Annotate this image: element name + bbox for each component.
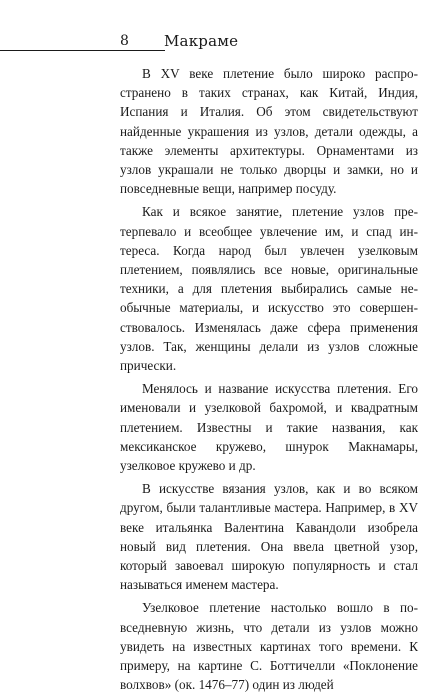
body-text — [120, 64, 418, 699]
paragraph: Как и всякое занятие, плетение узлов претерпевало и всеобщее увлечение им, и спад интереса. Когда народ был увлечен узелковым плетением, появлялись все новые, оригинальные техники, а для плетения выбирались самые необычные материалы, и искусство это совершенствовалось. Изменялась даже сфера применения узлов. Так, женщины делали из узлов сложные прически. — [120, 204, 418, 374]
paragraph: В искусстве вязания узлов, как и во всяком другом, были талантливые мастера. Например, в XV веке итальянка Валентина Кавандоли изобрела новый вид плетения. Она ввела цветной узор, который завоевал широкую популярность и стал называться именем мастера. — [120, 481, 418, 593]
header-rule — [0, 50, 165, 51]
paragraph: Менялось и название искусства плетения. Его именовали и узелковой бахромой, и квадратным плетением. Известны и такие названия, как мексиканское кружево, шнурок Макнамары, узелковое кружево и др. — [120, 381, 418, 474]
running-header — [0, 33, 426, 53]
paragraph: Узелковое плетение настолько вошло в повседневную жизнь, что детали из узлов можно увидеть на известных картинах того времени. К примеру, на картине С. Боттичелли «Поклонение волхвов» (ок. 1476–77) один из людей — [120, 600, 418, 693]
page-number: 8 — [120, 33, 129, 49]
running-title: Макраме — [164, 32, 239, 50]
paragraph: В XV веке плетение было широко распространено в таких странах, как Китай, Индия, Испания и Италия. Об этом свидетельствуют найденные украшения из узлов, детали одежды, а также элементы архитектуры. Орнаментами из узлов украшали не только дворцы и замки, но и повседневные вещи, например посуду. — [120, 66, 418, 197]
